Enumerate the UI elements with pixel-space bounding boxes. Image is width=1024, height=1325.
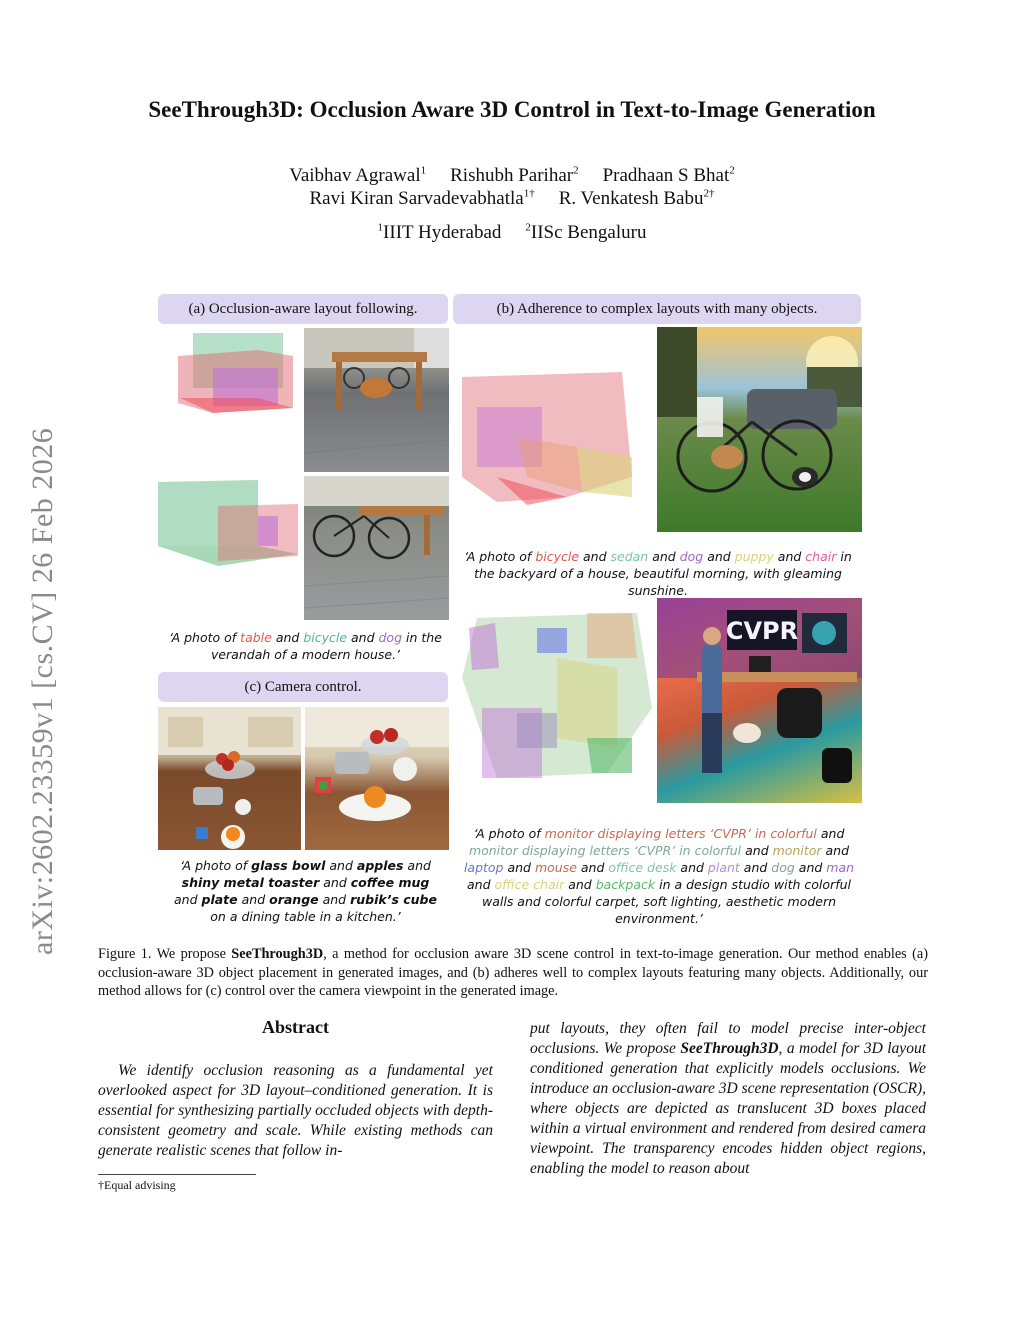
photo-bicycle-table-verandah — [304, 476, 449, 620]
paper-title: SeeThrough3D: Occlusion Aware 3D Control in Text-to-Image Generation — [148, 97, 876, 122]
cvpr-sign: CVPR — [725, 617, 799, 645]
caption-term: sedan — [610, 549, 649, 564]
caption-term: mouse — [534, 860, 577, 875]
caption-term: apples — [356, 858, 404, 873]
caption-term: plate — [201, 892, 238, 907]
authors-line-2 — [0, 188, 1024, 210]
caption-panel-b2: ‘A photo of monitor displaying letters ‘CVPR’ in colorful and monitor displaying letters ‘CVPR’ in colorful and monitor and laptop and mouse and office desk and plant and dog and man and office chair and backpack in a design studio with colorful walls and colorful carpet, soft lighting, aesthetic modern environment.’ — [463, 826, 855, 926]
caption-term: plant — [707, 860, 740, 875]
caption-term: dog — [679, 549, 704, 564]
caption-term: dog — [771, 860, 795, 875]
caption-term: rubik’s cube — [350, 892, 437, 907]
caption-term: coffee mug — [350, 875, 430, 890]
caption-panel-b1: ‘A photo of bicycle and sedan and dog and puppy and chair in the backyard of a house, beautiful morning, with gleaming sunshine. — [464, 549, 852, 598]
layout-render-a1 — [158, 328, 300, 472]
caption-term: laptop — [463, 860, 504, 875]
caption-term: SeeThrough3D — [231, 946, 324, 962]
author-1: Rishubh Parihar$^2$ — [450, 165, 579, 187]
abstract-heading: Abstract — [262, 1017, 329, 1037]
author-2-0: Ravi Kiran Sarvadevabhatla$^{1\dagger}$ — [309, 188, 535, 210]
caption-panel-a: ‘A photo of table and bicycle and dog in the verandah of a modern house.’ — [169, 630, 442, 662]
caption-term: glass bowl — [251, 858, 326, 873]
caption-term: shiny metal toaster — [181, 875, 320, 890]
authors-line-1 — [0, 165, 1024, 187]
caption-term: man — [826, 860, 855, 875]
caption-panel-c: ‘A photo of glass bowl and apples and shiny metal toaster and coffee mug and plate and orange and rubik’s cube on a dining table in a kitchen.’ — [174, 858, 437, 924]
caption-term: monitor displaying letters ‘CVPR’ in colorful — [468, 843, 742, 858]
caption-term: bicycle — [303, 630, 348, 645]
photo-table-dog-verandah — [304, 328, 449, 472]
affiliations — [0, 222, 1024, 244]
caption-term: office desk — [608, 860, 677, 875]
caption-term: puppy — [734, 549, 774, 564]
figure-caption: Figure 1. We propose SeeThrough3D, a method for occlusion aware 3D scene control in text-to-image generation. Our method enables (a) occlusion-aware 3D object placement in generated images, and (b) adheres well to complex layouts featuring many objects. Additionally, our method allows for (c) control over the camera viewpoint in the generated image. — [98, 946, 928, 999]
layout-render-b1 — [457, 327, 653, 532]
photo-design-studio-cvpr — [657, 598, 862, 803]
caption-term: monitor displaying letters ‘CVPR’ in colorful — [544, 826, 817, 841]
layout-render-b2 — [457, 598, 653, 803]
photo-backyard-bicycle-sedan — [657, 327, 862, 532]
caption-term: chair — [805, 549, 837, 564]
layout-render-a2 — [158, 476, 300, 620]
caption-term: SeeThrough3D — [680, 1040, 779, 1057]
photo-kitchen-view-1 — [158, 707, 301, 850]
arxiv-stamp: arXiv:2602.23359v1 [cs.CV] 26 Feb 2026 — [26, 427, 59, 955]
photo-kitchen-view-2 — [305, 707, 449, 850]
caption-term: office chair — [494, 877, 565, 892]
panel-b-title: (b) Adherence to complex layouts with many objects. — [453, 294, 861, 324]
caption-term: bicycle — [535, 549, 580, 564]
author-0: Vaibhav Agrawal$^1$ — [289, 165, 427, 187]
abstract-right-column: put layouts, they often fail to model precise inter-object occlusions. We propose SeeThrough3D, a model for 3D layout conditioned generation that explicitly models occlusions. We introduce an occlusion-aware 3D scene representation (OSCR), where objects are depicted as translucent 3D boxes placed within a virtual environment and rendered from desired camera viewpoint. The transparency encodes hidden object regions, enabling the model to reason about — [530, 1020, 926, 1177]
caption-term: table — [240, 630, 272, 645]
caption-term: backpack — [595, 877, 656, 892]
author-2-1: R. Venkatesh Babu$^{2\dagger}$ — [558, 188, 715, 210]
caption-term: monitor — [772, 843, 822, 858]
caption-term: dog — [378, 630, 403, 645]
panel-c-title: (c) Camera control. — [158, 672, 448, 702]
author-2: Pradhaan S Bhat$^2$ — [602, 165, 735, 187]
affiliation-0: $^1$IIIT Hyderabad — [377, 222, 502, 244]
panel-a-title: (a) Occlusion-aware layout following. — [158, 294, 448, 324]
abstract-left-column: We identify occlusion reasoning as a fundamental yet overlooked aspect for 3D layout–conditioned generation. It is essential for synthesizing partially occluded objects with depth-consistent geometry and scale. While existing methods can generate realistic scenes that follow in- — [98, 1062, 493, 1159]
caption-term: orange — [269, 892, 319, 907]
affiliation-1: $^2$IISc Bengaluru — [525, 222, 647, 244]
footnote-rule — [98, 1174, 256, 1175]
footnote: †Equal advising — [98, 1178, 176, 1192]
